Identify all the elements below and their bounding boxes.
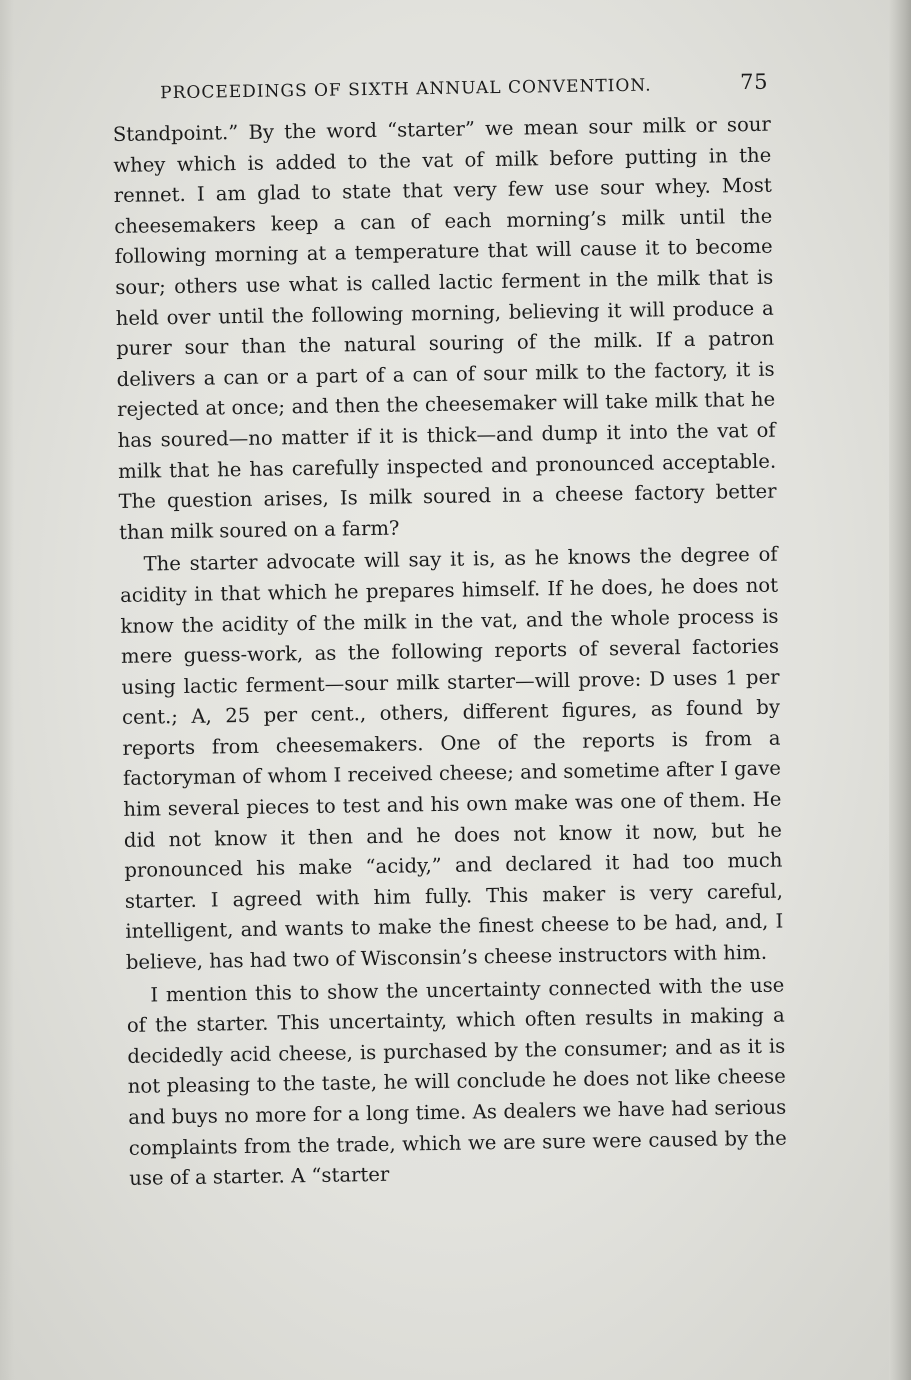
running-head	[112, 70, 770, 104]
paragraph-3: I mention this to show the uncertainty connected with the use of the starter. This uncertainty, which often results in making a decidedly acid cheese, is purchased by the consumer; and as it is not pleasing to the taste, he will conclude he does not like cheese and buys no more for a long time. As dealers we have had serious complaints from the trade, which we are sure were caused by the use of a starter. A “starter	[126, 973, 787, 1191]
text-block	[112, 70, 787, 1195]
page-number: 75	[740, 69, 769, 95]
paragraph-2: The starter advocate will say it is, as he knows the degree of acidity in that which he prepares himself. If he does, he does not know the acidity of the milk in the vat, and the whole process is mere guess-work, as the following reports of several factories using lactic ferment—sour milk starter—will prove: D uses 1 per cent.; A, 25 per cent., others, different figures, as found by reports from cheesemakers. One of the reports is from a factoryman of whom I received cheese; and sometime after I gave him several pieces to test and his own make was one of them. He did not know it then and he does not know it now, but he pronounced his make “acidy,” and declared it had too much starter. I agreed with him fully. This maker is very careful, intelligent, and wants to make the finest cheese to be had, and, I believe, has had two of Wisconsin’s cheese instructors with him.	[119, 542, 784, 974]
binding-edge	[889, 0, 911, 1380]
page-edge-shadow	[0, 0, 14, 1380]
paragraph-1: Standpoint.” By the word “starter” we mean sour milk or sour whey which is added to the vat of milk before putting in the rennet. I am glad to state that very few use sour whey. Most cheesemakers keep a can of each morning’s milk until the following morning at a temperature that will cause it to become sour; others use what is called lactic ferment in the milk that is held over until the following morning, believing it will produce a purer sour than the natural souring of the milk. If a patron delivers a can or a part of a can of sour milk to the factory, it is rejected at once; and then the cheesemaker will take milk that he has soured—no matter if it is thick—and dump it into the vat of milk that he has carefully inspected and pronounced acceptable. The question arises, Is milk soured in a cheese factory better than milk soured on a farm?	[112, 112, 777, 544]
running-title: PROCEEDINGS OF SIXTH ANNUAL CONVENTION.	[160, 75, 652, 104]
